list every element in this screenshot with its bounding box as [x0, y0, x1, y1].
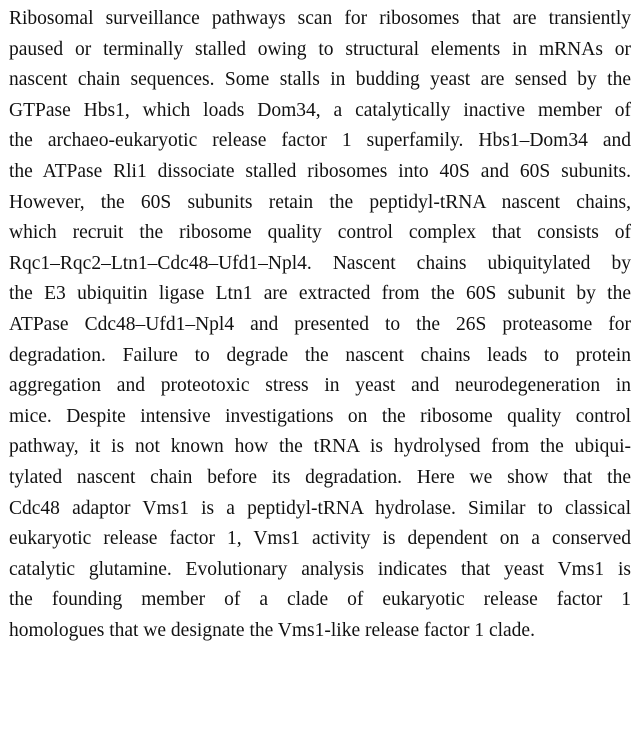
- abstract-line-12: degradation. Failure to degrade the nascent chains leads to protein: [9, 344, 631, 366]
- abstract-line-9: Rqc1–Rqc2–Ltn1–Cdc48–Ufd1–Npl4. Nascent chains ubiquitylated by: [9, 252, 631, 274]
- abstract-line-11: ATPase Cdc48–Ufd1–Npl4 and presented to the 26S proteasome for: [9, 313, 631, 335]
- abstract-line-2: paused or terminally stalled owing to structural elements in mRNAs or: [9, 38, 631, 60]
- abstract-line-21: homologues that we designate the Vms1-like release factor 1 clade.: [9, 619, 535, 641]
- abstract-line-15: pathway, it is not known how the tRNA is hydrolysed from the ubiqui-: [9, 436, 631, 458]
- abstract-line-1: Ribosomal surveillance pathways scan for ribosomes that are transiently: [9, 8, 631, 29]
- abstract-line-4: GTPase Hbs1, which loads Dom34, a catalytically inactive member of: [9, 99, 631, 121]
- abstract-line-10: the E3 ubiquitin ligase Ltn1 are extracted from the 60S subunit by the: [9, 283, 631, 305]
- abstract-line-13: aggregation and proteotoxic stress in yeast and neurodegeneration in: [9, 375, 631, 397]
- abstract-line-8: which recruit the ribosome quality control complex that consists of: [9, 222, 631, 244]
- abstract-line-5: the archaeo-eukaryotic release factor 1 superfamily. Hbs1–Dom34 and: [9, 130, 631, 152]
- abstract-line-14: mice. Despite intensive investigations on the ribosome quality control: [9, 405, 631, 427]
- abstract-line-18: eukaryotic release factor 1, Vms1 activity is dependent on a conserved: [9, 528, 631, 550]
- abstract-line-19: catalytic glutamine. Evolutionary analysis indicates that yeast Vms1 is: [9, 558, 631, 580]
- abstract-line-6: the ATPase Rli1 dissociate stalled ribosomes into 40S and 60S subunits.: [9, 160, 631, 182]
- abstract-line-17: Cdc48 adaptor Vms1 is a peptidyl-tRNA hydrolase. Similar to classical: [9, 497, 631, 519]
- abstract-line-20: the founding member of a clade of eukaryotic release factor 1: [9, 589, 631, 611]
- abstract-line-7: However, the 60S subunits retain the peptidyl-tRNA nascent chains,: [9, 191, 631, 213]
- abstract-line-16: tylated nascent chain before its degradation. Here we show that the: [9, 466, 631, 488]
- abstract-line-3: nascent chain sequences. Some stalls in budding yeast are sensed by the: [9, 69, 631, 91]
- abstract-paragraph: [9, 4, 631, 646]
